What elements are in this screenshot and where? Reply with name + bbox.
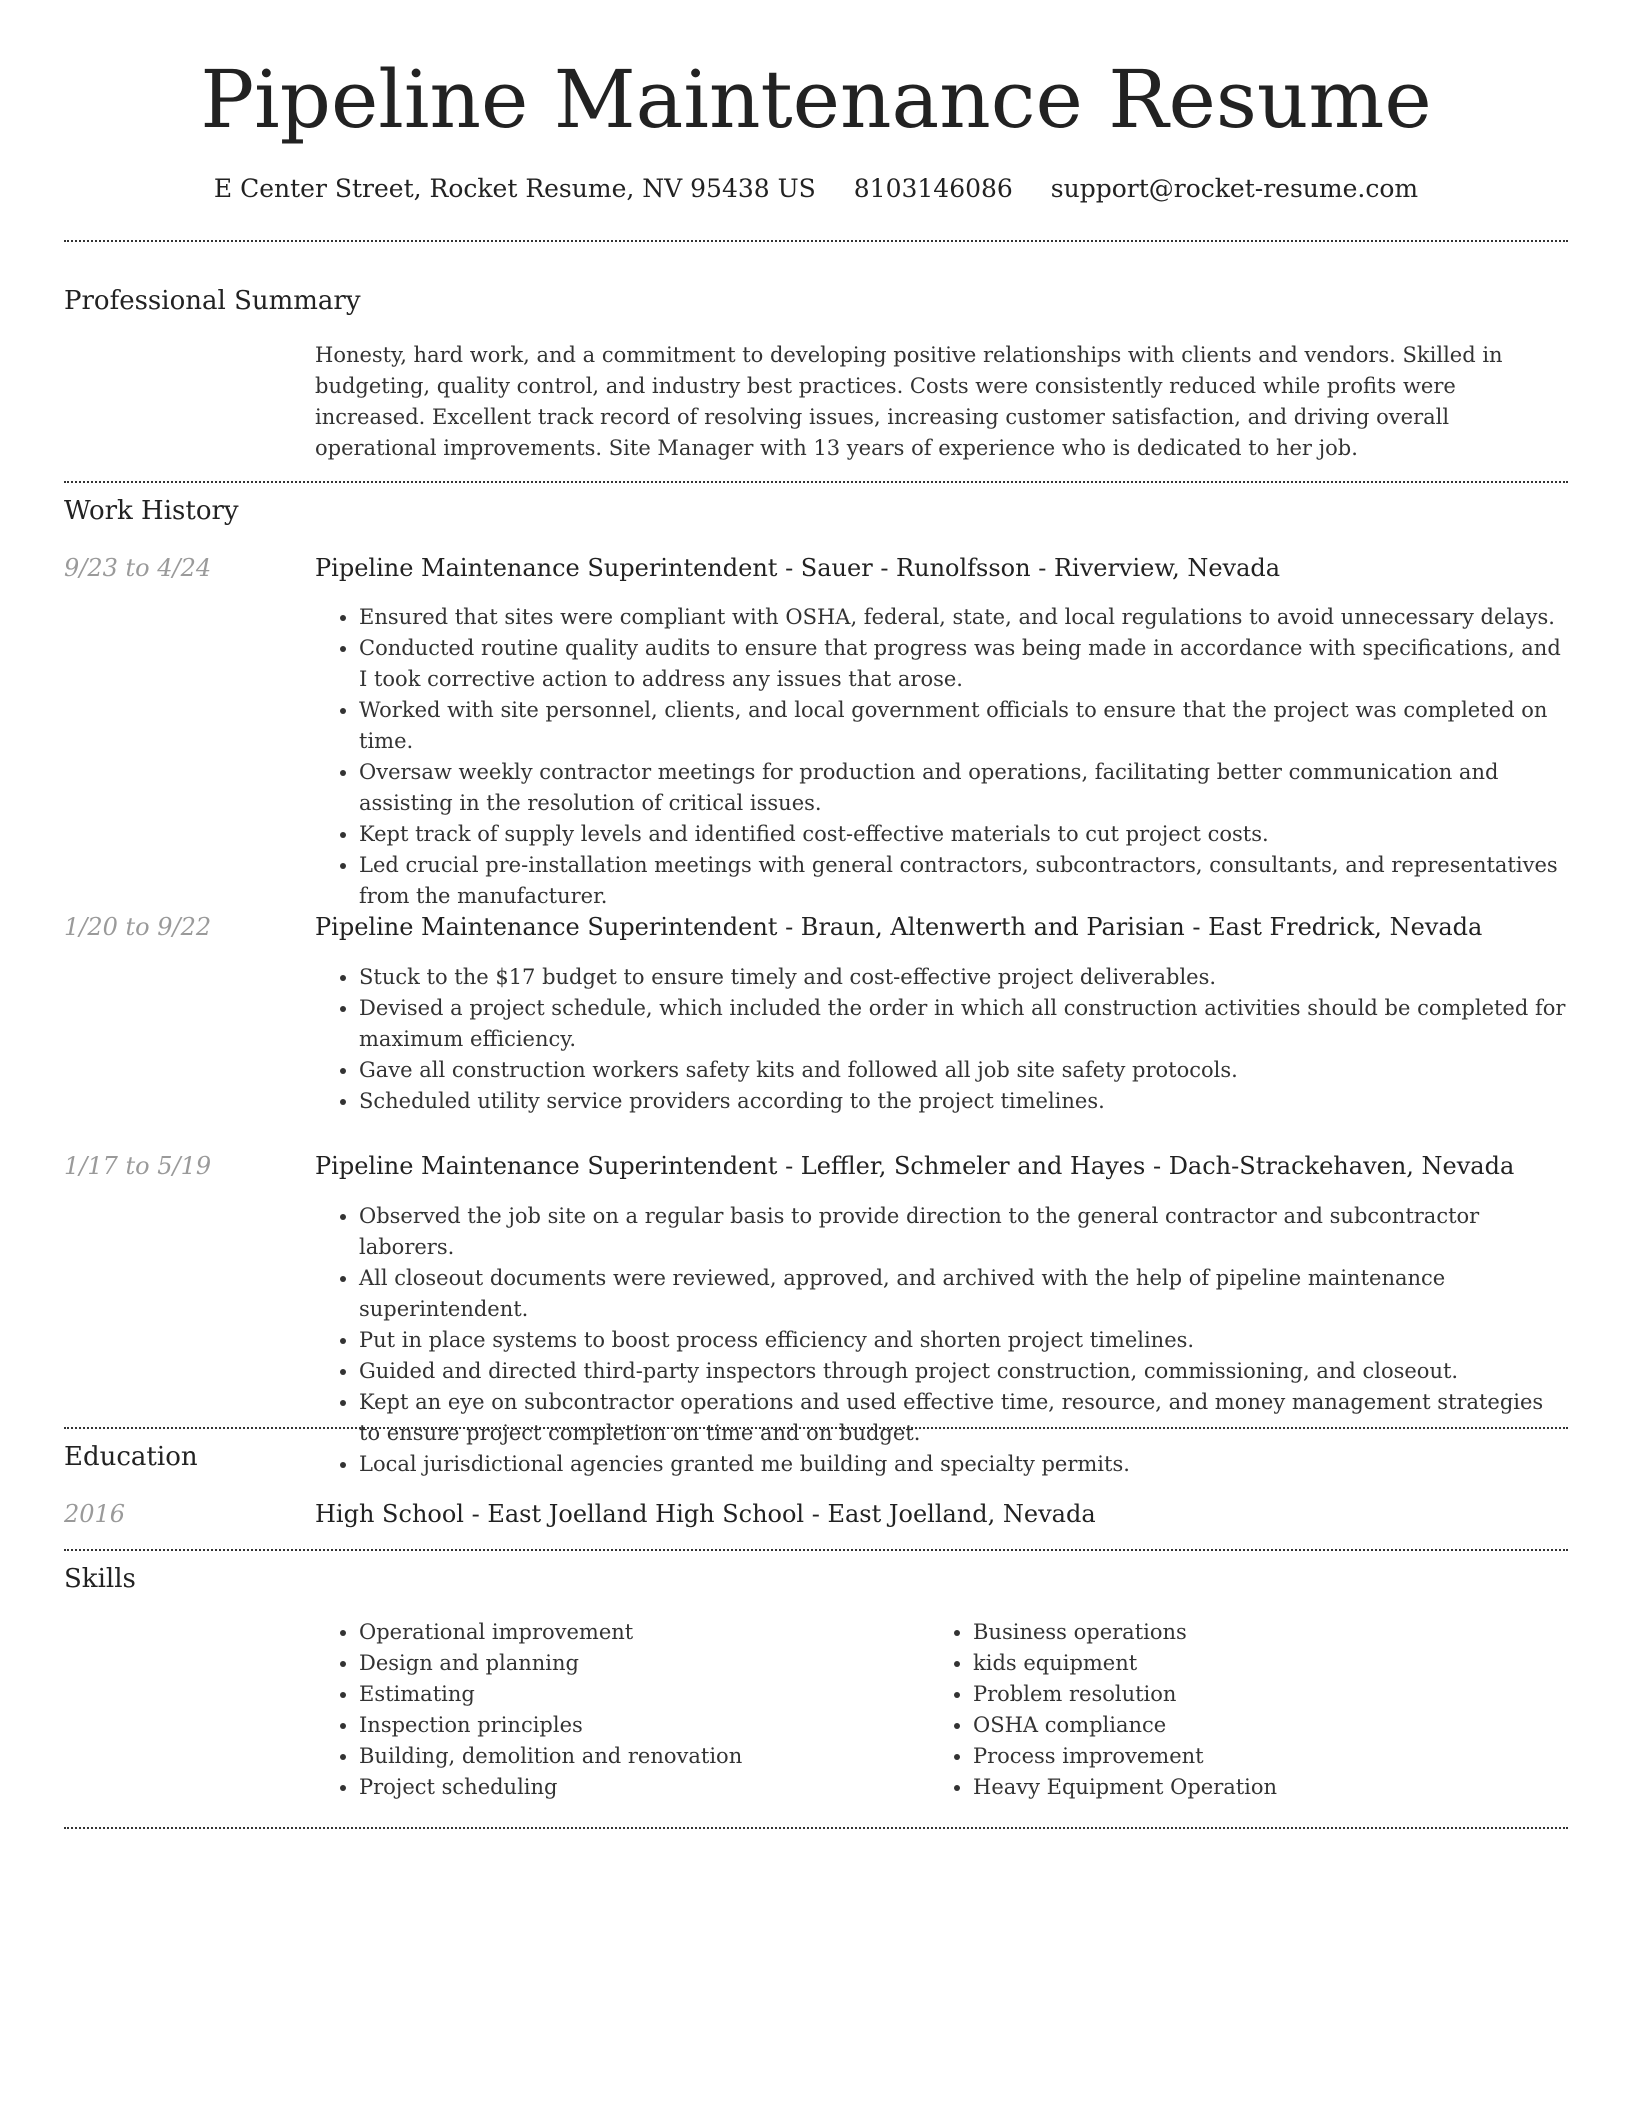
list-item: • Stuck to the $17 budget to ensure timely and cost-effective project deliverables. (359, 962, 1568, 993)
list-item: • Kept track of supply levels and identified cost-effective materials to cut project costs. (359, 819, 1568, 850)
skill-item: • Design and planning (359, 1648, 915, 1679)
skill-item: • Business operations (973, 1617, 1529, 1648)
skill-item: • Problem resolution (973, 1679, 1529, 1710)
contact-line (0, 172, 1632, 206)
skill-item: • Inspection principles (359, 1710, 915, 1741)
job-2-dates: 1/20 to 9/22 (64, 913, 212, 941)
section-title-work-history: Work History (64, 496, 239, 526)
list-item: • Scheduled utility service providers according to the project timelines. (359, 1086, 1568, 1117)
list-item: • Ensured that sites were compliant with OSHA, federal, state, and local regulations to avoid unnecessary delays. (359, 602, 1568, 633)
skill-item: • Estimating (359, 1679, 915, 1710)
divider-summary (64, 481, 1568, 483)
list-item: • Local jurisdictional agencies granted me building and specialty permits. (359, 1449, 1568, 1480)
summary-text: Honesty, hard work, and a commitment to developing positive relationships with clients and vendors. Skilled in budgeting, quality control, and industry best practices. Costs were consistently reduced while profits were increased. Excellent track record of resolving issues, increasing customer satisfaction, and driving overall operational improvements. Site Manager with 13 years of experience who is dedicated to her job. (315, 343, 1503, 460)
education-year: 2016 (64, 1500, 126, 1528)
list-item: • Oversaw weekly contractor meetings for production and operations, facilitating better communication and assisting in the resolution of critical issues. (359, 757, 1568, 819)
section-title-skills: Skills (64, 1564, 136, 1594)
education-title: High School - East Joelland High School - East Joelland, Nevada (315, 1500, 1096, 1528)
list-item: • All closeout documents were reviewed, approved, and archived with the help of pipeline maintenance superintendent. (359, 1263, 1568, 1325)
skill-item: • Heavy Equipment Operation (973, 1772, 1529, 1803)
list-item: • Observed the job site on a regular basis to provide direction to the general contractor and subcontractor laborers. (359, 1201, 1568, 1263)
job-3-dates: 1/17 to 5/19 (64, 1152, 212, 1180)
list-item: • Kept an eye on subcontractor operations and used effective time, resource, and money management strategies to ensure project completion on time and on budget. (359, 1387, 1568, 1449)
job-3-bullets (315, 1201, 1568, 1480)
section-title-education: Education (64, 1442, 198, 1472)
list-item: • Led crucial pre-installation meetings with general contractors, subcontractors, consultants, and representatives from the manufacturer. (359, 850, 1568, 912)
skill-item: • Process improvement (973, 1741, 1529, 1772)
resume-title: Pipeline Maintenance Resume (200, 53, 1432, 146)
list-item: • Conducted routine quality audits to ensure that progress was being made in accordance with specifications, and I took corrective action to address any issues that arose. (359, 633, 1568, 695)
section-title-summary: Professional Summary (64, 286, 361, 316)
job-3-title: Pipeline Maintenance Superintendent - Leffler, Schmeler and Hayes - Dach-Strackehaven, Nevada (315, 1152, 1515, 1180)
skill-item: • Building, demolition and renovation (359, 1741, 915, 1772)
list-item: • Devised a project schedule, which included the order in which all construction activities should be completed for maximum efficiency. (359, 993, 1568, 1055)
job-1-title: Pipeline Maintenance Superintendent - Sauer - Runolfsson - Riverview, Nevada (315, 554, 1281, 582)
job-1-bullets (315, 602, 1568, 912)
contact-email: support@rocket-resume.com (1050, 174, 1419, 203)
skill-item: • OSHA compliance (973, 1710, 1529, 1741)
divider-work-history (64, 1427, 1568, 1429)
list-item: • Guided and directed third-party inspectors through project construction, commissioning, and closeout. (359, 1356, 1568, 1387)
skill-item: • Operational improvement (359, 1617, 915, 1648)
divider-education (64, 1549, 1568, 1551)
contact-address: E Center Street, Rocket Resume, NV 95438 US (213, 174, 816, 203)
skills-list-right (929, 1617, 1529, 1803)
divider-header (64, 240, 1568, 242)
list-item: • Gave all construction workers safety kits and followed all job site safety protocols. (359, 1055, 1568, 1086)
job-1-dates: 9/23 to 4/24 (64, 554, 212, 582)
list-item: • Put in place systems to boost process efficiency and shorten project timelines. (359, 1325, 1568, 1356)
skill-item: • Project scheduling (359, 1772, 915, 1803)
job-2-bullets (315, 962, 1568, 1117)
divider-skills (64, 1827, 1568, 1829)
job-2-title: Pipeline Maintenance Superintendent - Braun, Altenwerth and Parisian - East Fredrick, Nevada (315, 913, 1483, 941)
list-item: • Worked with site personnel, clients, and local government officials to ensure that the project was completed on time. (359, 695, 1568, 757)
contact-phone: 8103146086 (853, 174, 1013, 203)
skills-list-left (315, 1617, 915, 1803)
skill-item: • kids equipment (973, 1648, 1529, 1679)
